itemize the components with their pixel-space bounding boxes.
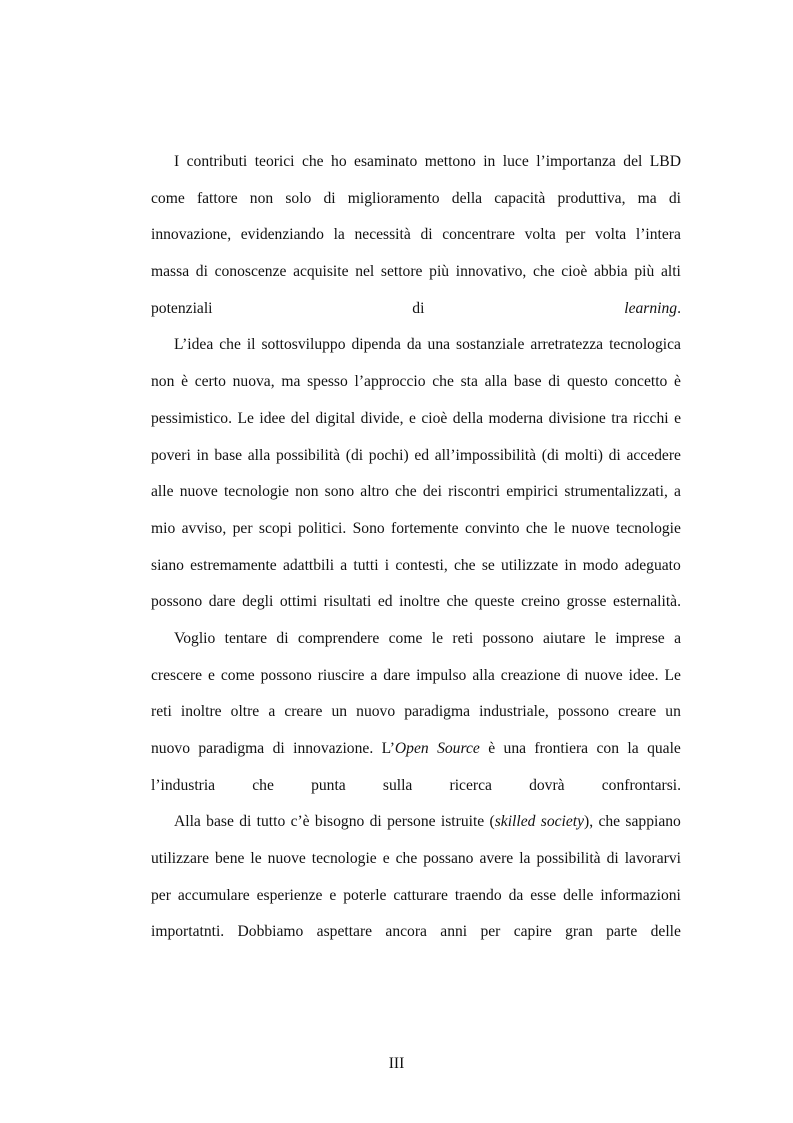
word: (skilled — [489, 813, 536, 831]
word: LBD — [649, 153, 681, 170]
word: delle — [650, 923, 681, 941]
word: mio — [151, 519, 176, 537]
word: e — [408, 409, 416, 427]
text-line — [151, 364, 681, 401]
word: utilizzare — [151, 850, 210, 868]
word: adeguato — [624, 556, 681, 574]
word: fattore — [196, 189, 238, 207]
word: capire — [513, 923, 552, 941]
body-text — [151, 144, 681, 951]
word: riscontri — [448, 483, 501, 501]
word: I — [174, 153, 180, 170]
word: questo — [567, 373, 608, 391]
word: non — [249, 189, 274, 207]
text-line — [151, 254, 681, 291]
word: tentare — [224, 629, 268, 647]
word: del — [623, 153, 643, 170]
word: mettono — [424, 153, 476, 170]
word: non — [295, 483, 319, 501]
word: gran — [565, 923, 593, 941]
word: traendo — [454, 886, 502, 904]
word: volta — [524, 226, 556, 244]
word: fortemente — [391, 519, 459, 537]
word: L’idea — [174, 336, 214, 354]
word: di — [668, 189, 681, 207]
word: dare — [383, 666, 411, 684]
word: digital — [315, 409, 356, 427]
word: esaminato — [354, 153, 418, 170]
word: spesso — [307, 373, 348, 391]
word: sostanziale — [456, 336, 525, 354]
word: della — [451, 189, 483, 207]
word: nel — [355, 263, 375, 281]
text-line — [151, 841, 681, 878]
word: una — [503, 740, 527, 757]
word: importatnti. — [151, 923, 225, 941]
word: nuove — [571, 519, 610, 537]
paragraph — [151, 144, 681, 327]
word: L’Open — [381, 740, 429, 757]
word: esperienze — [256, 886, 323, 904]
text-line — [151, 217, 681, 254]
word: e — [208, 666, 215, 684]
word: che — [525, 519, 548, 537]
word: estremamente — [190, 556, 277, 574]
word: ma — [281, 373, 301, 391]
word: capacità — [494, 189, 546, 207]
word: alla — [247, 446, 271, 464]
word: che — [598, 813, 621, 831]
text-line — [151, 438, 681, 475]
word: a — [674, 483, 681, 501]
word: base — [206, 813, 234, 831]
word: in — [196, 446, 209, 464]
word: per — [232, 519, 253, 537]
word: il — [246, 336, 256, 354]
word: contributi — [186, 153, 248, 170]
word: che — [301, 153, 324, 170]
word: nuova, — [232, 373, 275, 391]
word: crescere — [151, 666, 203, 684]
word: l’intera — [635, 226, 681, 244]
word: idee — [259, 409, 286, 427]
word: nuove — [584, 666, 623, 684]
text-line — [151, 621, 681, 658]
text-line — [151, 548, 681, 585]
word: come — [388, 629, 423, 647]
word: teorici — [254, 153, 295, 170]
word: strumentalizzati, — [564, 483, 668, 501]
word: tra — [611, 409, 628, 427]
word: empirici — [506, 483, 559, 501]
line-segment: . — [677, 299, 681, 317]
word: tecnologica — [609, 336, 681, 354]
word: adattbili — [282, 556, 335, 574]
word: e — [329, 886, 337, 904]
word: cioè — [421, 409, 448, 427]
word: le — [431, 629, 444, 647]
paragraph — [151, 621, 681, 804]
word: produttiva, — [557, 189, 626, 207]
word: moderna — [488, 409, 544, 427]
text-line — [151, 144, 681, 181]
word: che — [395, 850, 418, 868]
word: ed — [414, 446, 430, 464]
word: bisogno — [314, 813, 365, 831]
word: (di — [345, 446, 364, 464]
word: aspettare — [316, 923, 373, 941]
word: society), — [540, 813, 594, 831]
word: l’importanza — [536, 153, 616, 170]
word: parte — [606, 923, 638, 941]
word: concentrare — [442, 226, 515, 244]
word: contesti, — [395, 556, 448, 574]
word: le — [594, 629, 606, 647]
word: a — [268, 703, 276, 721]
word: divisione — [548, 409, 606, 427]
word: (di — [541, 446, 560, 464]
word: i — [384, 556, 390, 574]
word: le — [553, 519, 566, 537]
word: possano — [423, 850, 474, 868]
text-line — [151, 181, 681, 218]
word: Voglio — [174, 629, 216, 647]
word: possono — [260, 666, 312, 684]
word: solo — [285, 189, 312, 207]
word: oltre — [230, 703, 260, 721]
word: di — [606, 850, 619, 868]
word: quale — [647, 740, 681, 757]
word: Le — [237, 409, 254, 427]
word: informazioni — [600, 886, 681, 904]
word: di — [608, 446, 621, 464]
word: tutto — [256, 813, 286, 831]
word: istruite — [440, 813, 485, 831]
word: bene — [215, 850, 245, 868]
word: di — [276, 629, 289, 647]
text-line — [151, 768, 681, 805]
word: divide, — [360, 409, 404, 427]
word: acquisite — [293, 263, 349, 281]
word: di — [195, 263, 208, 281]
word: più — [634, 263, 655, 281]
word: Source — [437, 740, 480, 757]
paragraph — [151, 804, 681, 951]
word: alti — [660, 263, 681, 281]
text-line — [151, 327, 681, 364]
word: di — [369, 813, 382, 831]
word: conoscenze — [214, 263, 287, 281]
word: le — [250, 850, 262, 868]
word: aiutare — [542, 629, 586, 647]
word: esse — [530, 886, 557, 904]
word: la — [627, 740, 639, 757]
word: è — [488, 740, 496, 757]
word: che — [395, 483, 417, 501]
word: luce — [502, 153, 529, 170]
word: paradigma — [404, 703, 471, 721]
line-segment: l’industria che punta sulla ricerca dovrà confrontarsi. — [151, 776, 681, 794]
word: possibilità — [536, 850, 601, 868]
word: tecnologie — [615, 519, 681, 537]
word: Sono — [352, 519, 385, 537]
word: un — [665, 703, 681, 721]
word: cioè — [561, 263, 588, 281]
word: alla — [484, 373, 508, 391]
word: pochi) — [368, 446, 409, 464]
word: impulso — [416, 666, 467, 684]
word: nuovo — [356, 703, 396, 721]
word: Le — [664, 666, 681, 684]
word: concetto — [614, 373, 668, 391]
word: di — [272, 740, 285, 757]
word: possibilità — [275, 446, 341, 464]
word: del — [290, 409, 310, 427]
word: abbia — [593, 263, 628, 281]
word: più — [429, 263, 450, 281]
word: una — [427, 336, 451, 354]
word: se — [481, 556, 495, 574]
text-line — [151, 401, 681, 438]
word: a — [370, 666, 378, 684]
text-line — [151, 658, 681, 695]
word: alla — [472, 666, 495, 684]
word: scopi — [258, 519, 292, 537]
word: innovazione. — [293, 740, 374, 757]
word: evidenziando — [240, 226, 324, 244]
text-line — [151, 804, 681, 841]
word: massa — [151, 263, 190, 281]
word: sappiano — [625, 813, 681, 831]
word: la — [519, 850, 531, 868]
word: accedere — [626, 446, 681, 464]
word: in — [483, 153, 496, 170]
word: molti) — [564, 446, 603, 464]
word: Dobbiamo — [237, 923, 304, 941]
word: di — [548, 373, 561, 391]
word: che — [432, 373, 454, 391]
word: da — [406, 336, 422, 354]
word: persone — [387, 813, 436, 831]
word: sta — [460, 373, 478, 391]
word: di — [566, 666, 579, 684]
word: Alla — [174, 813, 201, 831]
word: paradigma — [198, 740, 265, 757]
word: arretratezza — [530, 336, 604, 354]
word: per — [151, 886, 171, 904]
word: come — [151, 189, 185, 207]
word: innovazione, — [151, 226, 232, 244]
text-line — [151, 731, 681, 768]
word: che — [453, 556, 476, 574]
word: e — [382, 850, 390, 868]
word: creazione — [500, 666, 561, 684]
word: da — [508, 886, 524, 904]
paragraph — [151, 327, 681, 621]
word: miglioramento — [347, 189, 440, 207]
word: ma — [637, 189, 657, 207]
word: con — [596, 740, 620, 757]
word: come — [220, 666, 255, 684]
word: non — [151, 373, 175, 391]
word: creare — [618, 703, 657, 721]
text-line — [151, 474, 681, 511]
word: che — [219, 336, 241, 354]
word: reti — [452, 629, 474, 647]
word: di — [239, 813, 252, 831]
word: all’impossibilità — [434, 446, 537, 464]
word: innovativo, — [455, 263, 527, 281]
line-segment: potenziali di — [151, 299, 625, 317]
word: un — [331, 703, 348, 721]
word: ancora — [385, 923, 427, 941]
text-line — [151, 878, 681, 915]
word: poterle — [343, 886, 387, 904]
word: idee. — [628, 666, 659, 684]
word: è — [181, 373, 189, 391]
word: a — [340, 556, 348, 574]
word: poveri — [151, 446, 191, 464]
text-line — [151, 291, 681, 328]
word: c’è — [290, 813, 310, 831]
word: altro — [360, 483, 389, 501]
word: settore — [380, 263, 423, 281]
word: possono — [557, 703, 610, 721]
word: l’approccio — [354, 373, 426, 391]
word: riuscire — [317, 666, 365, 684]
line-segment: possono dare degli ottimi risultati ed inoltre che queste creino grosse esternalità. — [151, 593, 681, 611]
word: inoltre — [180, 703, 222, 721]
word: accumulare — [177, 886, 250, 904]
word: tecnologie — [311, 850, 377, 868]
word: necessità — [354, 226, 411, 244]
word: è — [674, 373, 681, 391]
word: anni — [440, 923, 468, 941]
word: ho — [331, 153, 347, 170]
word: utilizzate — [501, 556, 559, 574]
word: volta — [595, 226, 627, 244]
word: avviso, — [181, 519, 227, 537]
word: dipenda — [351, 336, 401, 354]
word: per — [565, 226, 586, 244]
word: certo — [194, 373, 226, 391]
word: convinto — [464, 519, 520, 537]
word: imprese — [615, 629, 665, 647]
word: modo — [582, 556, 619, 574]
word: alle — [151, 483, 174, 501]
word: industriale, — [479, 703, 549, 721]
word: base — [513, 373, 542, 391]
text-line — [151, 694, 681, 731]
text-line — [151, 584, 681, 621]
word: per — [480, 923, 501, 941]
word: di — [420, 226, 433, 244]
word: e — [674, 409, 681, 427]
page-number: III — [388, 1055, 405, 1072]
word: delle — [563, 886, 594, 904]
word: la — [333, 226, 345, 244]
word: frontiera — [534, 740, 589, 757]
word: politici. — [298, 519, 347, 537]
word: nuovo — [151, 740, 190, 757]
word: che — [533, 263, 555, 281]
word: tutti — [353, 556, 379, 574]
word: ricchi — [633, 409, 669, 427]
word: tecnologie — [223, 483, 289, 501]
word: in — [564, 556, 577, 574]
word: sono — [324, 483, 355, 501]
text-line — [151, 511, 681, 548]
word: a — [674, 629, 681, 647]
word: dei — [422, 483, 442, 501]
word: di — [323, 189, 336, 207]
word: comprendere — [297, 629, 380, 647]
word: base — [214, 446, 243, 464]
word: nuove — [179, 483, 218, 501]
word: lavorarvi — [624, 850, 681, 868]
word: catturare — [393, 886, 448, 904]
word: della — [452, 409, 484, 427]
emphasis-text: learning — [624, 299, 678, 317]
word: possono — [482, 629, 534, 647]
word: nuove — [267, 850, 306, 868]
word: creare — [284, 703, 323, 721]
word: reti — [151, 703, 172, 721]
word: pessimistico. — [151, 409, 232, 427]
word: sottosviluppo — [261, 336, 346, 354]
text-line — [151, 914, 681, 951]
word: siano — [151, 556, 184, 574]
word: avere — [479, 850, 514, 868]
